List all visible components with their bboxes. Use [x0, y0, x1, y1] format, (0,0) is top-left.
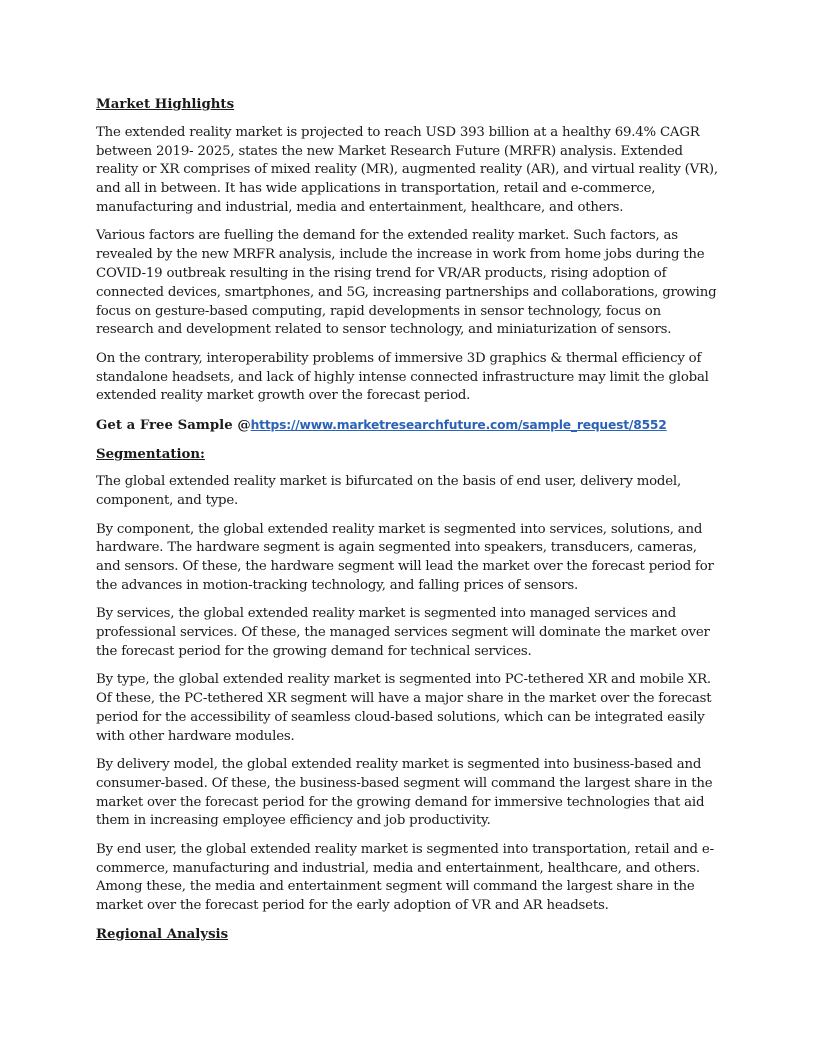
- paragraph-segmentation-type: By type, the global extended reality market is segmented into PC-tethered XR and mobile XR. Of these, the PC-tethered XR segment will have a major share in the market over the forecast period for the accessibility of seamless cloud-based solutions, which can be integrated easily with other hardware modules.: [96, 672, 712, 744]
- paragraph-segmentation-delivery-model: By delivery model, the global extended reality market is segmented into business-based and consumer-based. Of these, the business-based segment will command the largest share in the market over the forecast period for the growing demand for immersive technologies that aid them in increasing employee efficiency and job productivity.: [96, 757, 713, 829]
- paragraph-market-restraints: On the contrary, interoperability problems of immersive 3D graphics & thermal efficiency of standalone headsets, and lack of highly intense connected infrastructure may limit the global extended reality market growth over the forecast period.: [96, 350, 709, 404]
- heading-segmentation: Segmentation:: [96, 446, 205, 462]
- paragraph-segmentation-end-user: By end user, the global extended reality market is segmented into transportation, retail and e-commerce, manufacturing and industrial, media and entertainment, healthcare, and others. Among these, the media and entertainment segment will command the largest share in the market over the forecast period for the early adoption of VR and AR headsets.: [96, 841, 714, 914]
- heading-market-highlights: Market Highlights: [96, 97, 235, 112]
- heading-regional-analysis: Regional Analysis: [96, 926, 229, 942]
- paragraph-market-drivers: Various factors are fuelling the demand for the extended reality market. Such factors, as revealed by the new MRFR analysis, include the increase in work from home jobs during the COVID-19 outbreak resulting in the rising trend for VR/AR products, rising adoption of connected devices, smartphones, and 5G, increasing partnerships and collaborations, growing focus on gesture-based computing, rapid developments in sensor technology, focus on research and development related to sensor technology, and miniaturization of sensors.: [96, 228, 717, 338]
- paragraph-market-overview: The extended reality market is projected to reach USD 393 billion at a healthy 69.4% CAGR between 2019- 2025, states the new Market Research Future (MRFR) analysis. Extended reality or XR comprises of mixed reality (MR), augmented reality (AR), and virtual reality (VR), and all in between. It has wide applications in transportation, retail and e-commerce, manufacturing and industrial, media and entertainment, healthcare, and others.: [96, 124, 718, 215]
- free-sample-link[interactable]: https://www.marketresearchfuture.com/sample_request/8552: [250, 417, 667, 432]
- free-sample-label: Get a Free Sample @: [96, 417, 251, 433]
- paragraph-segmentation-component: By component, the global extended reality market is segmented into services, solutions, and hardware. The hardware segment is again segmented into speakers, transducers, cameras, and sensors. Of these, the hardware segment will lead the market over the forecast period for the advances in motion-tracking technology, and falling prices of sensors.: [96, 521, 714, 593]
- paragraph-segmentation-services: By services, the global extended reality market is segmented into managed services and professional services. Of these, the managed services segment will dominate the market over the forecast period for the growing demand for technical services.: [96, 606, 710, 659]
- document-page: [96, 96, 720, 953]
- free-sample-line: [96, 416, 720, 436]
- paragraph-segmentation-intro: The global extended reality market is bifurcated on the basis of end user, delivery model, component, and type.: [96, 474, 681, 509]
